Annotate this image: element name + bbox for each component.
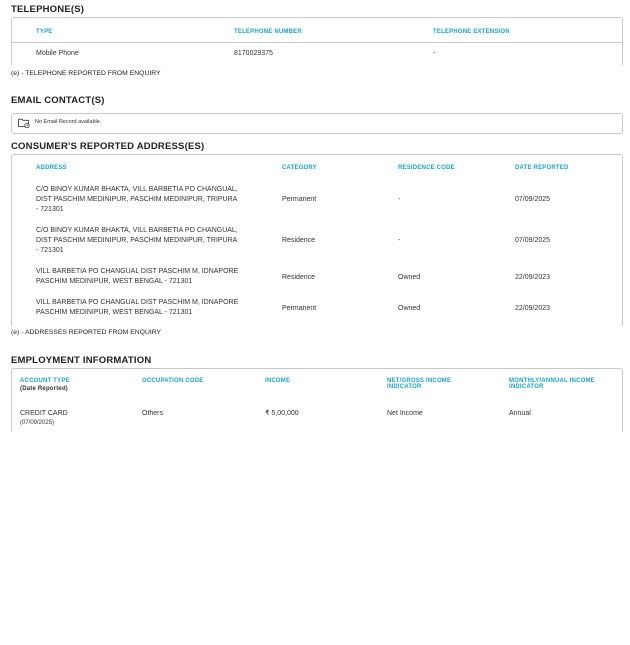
address-date: 22/09/2023 (515, 305, 551, 312)
address-category: Residence (282, 237, 316, 244)
col-header-net-gross (387, 378, 451, 390)
address-date: 07/09/2025 (515, 196, 551, 203)
addresses-title: CONSUMER'S REPORTED ADDRESS(ES) (11, 141, 205, 152)
phone-type: Mobile Phone (36, 50, 79, 57)
address-category: Residence (282, 274, 316, 281)
addresses-note: (e) - ADDRESSES REPORTED FROM ENQUIRY (11, 329, 162, 336)
address-line: PASCHIM MEDINIPUR, WEST BENGAL - 721301 (36, 309, 193, 316)
col-subheader-date-reported: (Date Reported) (20, 386, 69, 392)
col-header-category: CATEGORY (282, 165, 317, 171)
address-residence-code: - (398, 237, 401, 244)
header-line: NET/GROSS INCOME (387, 378, 452, 384)
email-title: EMAIL CONTACT(S) (11, 95, 105, 106)
address-row-2 (36, 226, 276, 256)
address-line: VILL BARBETIA PO CHANGUAL DIST PASCHIM M, IDNAPORE (36, 268, 239, 275)
address-line: - 721301 (36, 247, 64, 254)
col-header-telephone-number: TELEPHONE NUMBER (234, 29, 302, 35)
col-header-date-reported: DATE REPORTED (515, 165, 569, 171)
address-category: Permanent (282, 305, 317, 312)
header-line: INDICATOR (387, 384, 422, 390)
employment-date-reported: (07/09/2025) (20, 420, 55, 426)
address-date: 07/09/2025 (515, 237, 551, 244)
employment-net-gross: Net Income (387, 410, 423, 417)
header-line: MONTHLY/ANNUAL INCOME (509, 378, 595, 384)
address-row-1 (36, 185, 276, 215)
address-row-4 (36, 298, 276, 318)
col-header-residence-code: RESIDENCE CODE (398, 165, 455, 171)
address-date: 22/09/2023 (515, 274, 551, 281)
email-empty-message: No Email Record available. (35, 119, 102, 125)
folder-clock-icon (18, 118, 30, 128)
address-row-3 (36, 267, 276, 287)
email-box (11, 113, 623, 134)
employment-income: ₹ 5,00,000 (265, 410, 299, 417)
address-category: Permanent (282, 196, 317, 203)
address-line: VILL BARBETIA PO CHANGUAL DIST PASCHIM M, IDNAPORE (36, 299, 239, 306)
col-header-address: ADDRESS (36, 165, 67, 171)
address-residence-code: Owned (398, 305, 421, 312)
address-residence-code: Owned (398, 274, 421, 281)
employment-monthly-annual: Annual (509, 410, 531, 417)
address-line: C/O BINOY KUMAR BHAKTA, VILL BARBETIA PO CHANGUAL, (36, 186, 238, 193)
employment-title: EMPLOYMENT INFORMATION (11, 355, 152, 366)
address-line: C/O BINOY KUMAR BHAKTA, VILL BARBETIA PO CHANGUAL, (36, 227, 238, 234)
phone-number: 8170029375 (234, 50, 273, 57)
header-divider (12, 42, 622, 43)
employment-occupation: Others (142, 410, 164, 417)
address-line: DIST PASCHIM MEDINIPUR, PASCHIM MEDINIPUR, TRIPURA (36, 237, 238, 244)
address-line: PASCHIM MEDINIPUR, WEST BENGAL - 721301 (36, 278, 193, 285)
telephones-note: (e) - TELEPHONE REPORTED FROM ENQUIRY (11, 70, 161, 77)
col-header-monthly-annual (509, 378, 595, 390)
address-line: DIST PASCHIM MEDINIPUR, PASCHIM MEDINIPUR, TRIPURA (36, 196, 238, 203)
phone-extension: - (433, 50, 436, 57)
address-residence-code: - (398, 196, 401, 203)
telephones-title: TELEPHONE(S) (11, 4, 85, 15)
employment-account-type: CREDIT CARD (20, 410, 68, 417)
col-header-occupation-code: OCCUPATION CODE (142, 378, 204, 384)
col-header-account-type: ACCOUNT TYPE (20, 378, 70, 384)
header-line: INDICATOR (509, 384, 544, 390)
col-header-income: INCOME (265, 378, 291, 384)
address-line: - 721301 (36, 206, 64, 213)
col-header-type: TYPE (36, 29, 53, 35)
col-header-telephone-extension: TELEPHONE EXTENSION (433, 29, 510, 35)
telephones-table (11, 17, 623, 65)
employment-table (11, 368, 623, 432)
addresses-table (11, 154, 623, 326)
